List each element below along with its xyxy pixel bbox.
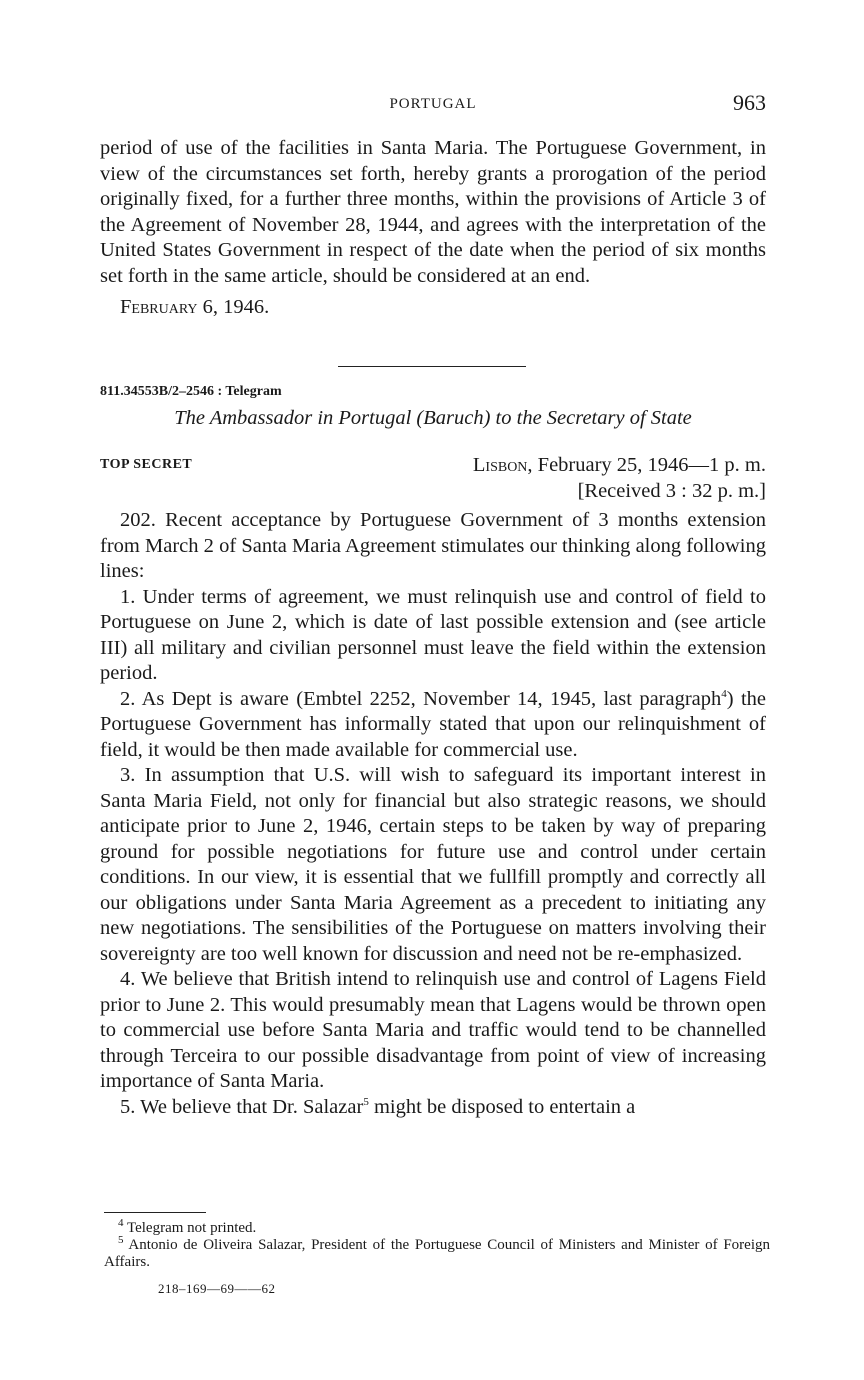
paragraph-4: 4. We believe that British intend to relinquish use and control of Lagens Field prior to June 2. This would presumably mean that Lagens would be thrown open to commercial use before Santa Maria and traffic would tend to be channelled through Terceira to our possible disadvantage from point of view of increasing importance of Santa Maria. (100, 968, 766, 1092)
paragraph-5-text-a: 5. We believe that Dr. Salazar (120, 1095, 364, 1118)
running-head: PORTUGAL (389, 96, 477, 112)
footnote-4 (104, 1217, 770, 1237)
paragraph-5 (100, 1095, 766, 1121)
classification-label: TOP SECRET (100, 457, 193, 472)
paragraph-1: 1. Under terms of agreement, we must relinquish use and control of field to Portuguese on June 2, which is date of last possible extension and (see article III) all military and civilian personnel must leave the field within the extension period. (100, 585, 766, 684)
footnote-mark: 4 (118, 1217, 124, 1229)
received-time: [Received 3 : 32 p. m.] (577, 480, 766, 502)
file-number: 811.34553B/2–2546 : Telegram (100, 384, 282, 399)
footnote-5 (104, 1234, 770, 1271)
footnote-divider (104, 1212, 206, 1213)
footnote-text: Antonio de Oliveira Salazar, President of the Portuguese Council of Ministers and Minister of Foreign Affairs. (104, 1237, 770, 1270)
footnote-ref-4[interactable]: 4 (721, 687, 727, 700)
dateline-place: Lisbon, (472, 454, 533, 476)
dateline-date: February 25, 1946—1 p. m. (532, 454, 766, 476)
page-header (100, 90, 766, 118)
document-title: The Ambassador in Portugal (Baruch) to the Secretary of State (174, 407, 692, 429)
footnote-ref-5[interactable]: 5 (363, 1095, 369, 1108)
footnote-text: Telegram not printed. (123, 1220, 257, 1236)
closing-date-text: February 6, 1946. (120, 296, 270, 318)
footnotes (104, 1217, 770, 1271)
printer-code: 218–169—69——62 (158, 1281, 276, 1296)
paragraph-5-text-b: might be disposed to entertain a (368, 1095, 636, 1118)
page-number: 963 (733, 90, 766, 115)
dateline (473, 452, 766, 504)
continuation-text (100, 136, 766, 321)
paragraph-intro: 202. Recent acceptance by Portuguese Government of 3 months extension from March 2 of Santa Maria Agreement stimulates our thinking along following lines: (100, 509, 766, 582)
paragraph-2-text-a: 2. As Dept is aware (Embtel 2252, November 14, 1945, last paragraph (120, 687, 722, 710)
section-divider (338, 366, 526, 367)
closing-date (100, 295, 766, 321)
paragraph-2-text-b: ) the Portuguese Government has informally stated that upon our relinquishment of field, it would be then made available for commercial use. (100, 687, 767, 761)
paragraph-2 (100, 687, 766, 764)
continuation-paragraph: period of use of the facilities in Santa Maria. The Portuguese Government, in view of the circumstances set forth, hereby grants a prorogation of the period originally fixed, for a further three months, within the provisions of Article 3 of the Agreement of November 28, 1944, and agrees with the interpretation of the United States Government in respect of the date when the period of six months set forth in the same article, should be considered at an end. (100, 137, 766, 287)
footnote-mark: 5 (118, 1234, 124, 1246)
telegram-body (100, 508, 766, 1120)
paragraph-3: 3. In assumption that U.S. will wish to safeguard its important interest in Santa Maria Field, not only for financial but also strategic reasons, we should anticipate prior to June 2, 1946, certain steps to be taken by way of preparing ground for possible negotiations for future use and control under certain conditions. In our view, it is essential that we fullfill promptly and correctly all our obligations under Santa Maria Agreement as a precedent to initiating any new negotiations. The sensibilities of the Portuguese on matters involving their sovereignty are too well known for discussion and need not be re-emphasized. (100, 764, 766, 965)
